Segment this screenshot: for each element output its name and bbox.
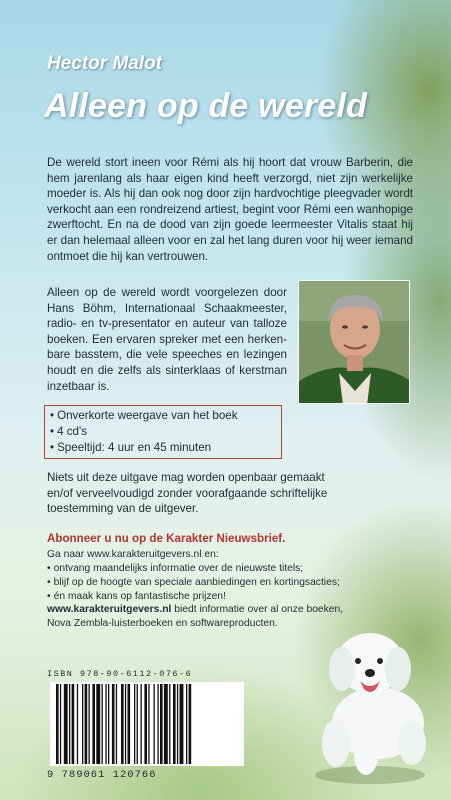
- newsletter-benefits: [47, 562, 340, 604]
- narrator-portrait-image: [299, 281, 410, 404]
- barcode-graphic: [50, 682, 244, 766]
- spec-item: • Speeltijd: 4 uur en 45 minuten: [50, 440, 276, 456]
- benefit-item: • ontvang maandelijks informatie over de nieuwste titels;: [47, 562, 340, 576]
- benefit-item: • én maak kans op fantastische prijzen!: [47, 590, 340, 604]
- synopsis-paragraph: De wereld stort ineen voor Rémi als hij hoort dat vrouw Barberin, die hem jarenlang als haar eigen kind heeft verzorgd, niet zijn werkelijke moeder is. Als hij dan ook nog door zijn hardvochtige pleegvader wordt verkocht aan een rondreizend artiest, begint voor Rémi een wanhopige zwerftocht. En na de dood van zijn goede leermeester Vitalis staat hij er dan helemaal alleen voor en zal het lang duren voor hij weer iemand ontmoet die hij kan vertrouwen.: [47, 156, 413, 263]
- benefit-item: • blijf op de hoogte van speciale aanbiedingen en kortingsacties;: [47, 576, 340, 590]
- newsletter-goto: Ga naar www.karakteruitgevers.nl en:: [47, 549, 219, 560]
- narrator-paragraph: Alleen op de wereld wordt voorgelezen door Hans Böhm, Internationaal Schaakmeester, radio- en tv-presentator en auteur van talloze boeken. Een ervaren spreker met een herken-bare basstem, die vele speeches en lezingen houdt en die zelfs als sinterklaas of kerstman inzetbaar is.: [47, 286, 287, 393]
- barcode-number: 9 789061 120766: [47, 769, 157, 781]
- isbn-number: ISBN 978-90-6112-076-6: [47, 669, 193, 679]
- book-title: Alleen op de wereld: [44, 87, 368, 125]
- copyright-notice: Niets uit deze uitgave mag worden openbaar gemaakt en/of verveelvoudigd zonder voorafgaande schriftelijke toestemming van de uitgever.: [47, 471, 328, 516]
- newsletter-heading: Abonneer u nu op de Karakter Nieuwsbrief.: [47, 532, 286, 545]
- author-name: Hector Malot: [47, 53, 163, 74]
- spec-item: • Onverkorte weergave van het boek: [50, 408, 276, 424]
- specs-list: [50, 408, 276, 455]
- poodle-illustration: [300, 615, 440, 785]
- product-specs-box: [44, 405, 282, 459]
- spec-item: • 4 cd's: [50, 424, 276, 440]
- publisher-url[interactable]: www.karakteruitgevers.nl: [47, 604, 172, 615]
- publisher-info-text: biedt informatie over al onze boeken, Nova Zembla-luisterboeken en softwareproducten.: [47, 604, 344, 629]
- narrator-photo: [298, 280, 410, 404]
